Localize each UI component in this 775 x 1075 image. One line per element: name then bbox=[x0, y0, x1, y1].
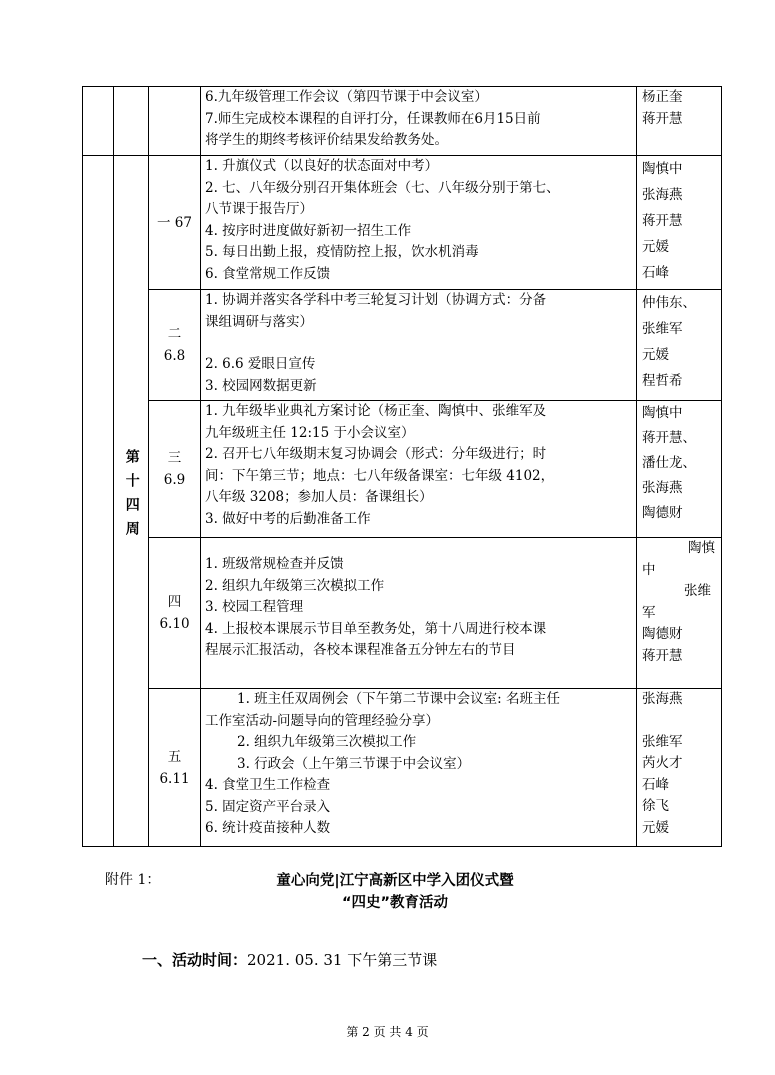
task-line: 1. 九年级毕业典礼方案讨论（杨正奎、陶慎中、张维军及 bbox=[205, 403, 547, 419]
person-name: 元媛 bbox=[642, 819, 669, 836]
table-row bbox=[83, 538, 722, 689]
task-line: 6.九年级管理工作会议（第四节课于中会议室） bbox=[205, 89, 488, 105]
task-line: 1. 升旗仪式（以良好的状态面对中考） bbox=[205, 158, 439, 174]
task-line: 八节课于报告厅） bbox=[205, 201, 313, 217]
day-date: 6.8 bbox=[163, 348, 186, 364]
week-cell bbox=[114, 156, 149, 847]
task-cell bbox=[201, 689, 637, 847]
task-line: 1. 班级常规检查并反馈 bbox=[205, 556, 344, 572]
task-line: 1. 协调并落实各学科中考三轮复习计划（协调方式：分备 bbox=[205, 292, 547, 308]
task-line: 2. 组织九年级第三次模拟工作 bbox=[205, 577, 385, 594]
task-line: 7.师生完成校本课程的自评打分，任课教师在6月15日前 bbox=[205, 110, 541, 127]
annex-subtitle: “四史”教育活动 bbox=[341, 895, 449, 911]
task-line: 4. 食堂卫生工作检查 bbox=[205, 777, 331, 793]
people-cell bbox=[637, 156, 722, 290]
day-cell bbox=[149, 401, 201, 538]
task-line bbox=[201, 333, 636, 354]
people-cell bbox=[637, 290, 722, 401]
day-label: 二 bbox=[167, 326, 182, 342]
day-cell bbox=[149, 538, 201, 689]
table-cell bbox=[114, 87, 149, 156]
day-date: 6.11 bbox=[159, 770, 190, 787]
day-cell bbox=[149, 290, 201, 401]
task-cell bbox=[201, 87, 637, 156]
task-line: 6. 统计疫苗接种人数 bbox=[205, 820, 331, 836]
person-name: 仲伟东、 bbox=[642, 295, 696, 311]
table-cell bbox=[149, 87, 201, 156]
task-line: 4. 上报校本课展示节目单至教务处，第十八周进行校本课 bbox=[205, 620, 547, 637]
person-name: 石峰 bbox=[642, 776, 669, 793]
task-cell bbox=[201, 538, 637, 689]
person-name: 陶慎 bbox=[688, 540, 715, 556]
task-line: 5. 每日出勤上报，疫情防控上报，饮水机消毒 bbox=[205, 244, 479, 260]
person-name: 蒋开慧 bbox=[642, 110, 683, 127]
task-line: 2. 组织九年级第三次模拟工作 bbox=[237, 734, 417, 750]
people-cell bbox=[637, 538, 722, 689]
task-line: 2. 召开七八年级期末复习协调会（形式：分年级进行；时 bbox=[205, 446, 547, 462]
people-cell bbox=[637, 87, 722, 156]
day-cell bbox=[149, 689, 201, 847]
person-name: 徐飞 bbox=[642, 798, 669, 814]
table-row bbox=[83, 156, 722, 290]
people-cell bbox=[637, 689, 722, 847]
table-row bbox=[83, 689, 722, 847]
section-heading: 一、活动时间： bbox=[142, 951, 248, 969]
person-name: 蒋开慧 bbox=[642, 213, 683, 229]
task-line: 4. 按序时进度做好新初一招生工作 bbox=[205, 222, 412, 239]
task-line: 3. 做好中考的后勤准备工作 bbox=[205, 510, 371, 527]
week-label: 第十四周 bbox=[123, 449, 140, 546]
task-line: 间：下午第三节；地点：七八年级备课室：七年级 4102， bbox=[205, 467, 555, 484]
task-line: 1. 班主任双周例会（下午第二节课中会议室: 名班主任 bbox=[237, 691, 561, 707]
person-name: 元媛 bbox=[642, 347, 669, 363]
task-line: 工作室活动-问题导向的管理经验分享） bbox=[205, 712, 440, 729]
task-line: 3. 校园网数据更新 bbox=[205, 377, 317, 394]
person-name: 潘仕龙、 bbox=[642, 455, 696, 471]
person-name: 张维 bbox=[684, 583, 711, 599]
people-cell bbox=[637, 401, 722, 538]
weekly-schedule-table bbox=[82, 86, 722, 847]
day-label: 四 bbox=[167, 594, 182, 610]
task-line: 6. 食堂常规工作反馈 bbox=[205, 265, 331, 282]
task-line: 八年级 3208；参加人员：备课组长） bbox=[205, 489, 433, 505]
person-name: 张维军 bbox=[642, 321, 683, 337]
person-name: 张海燕 bbox=[642, 691, 683, 707]
person-name bbox=[637, 711, 721, 732]
section-heading-row bbox=[142, 949, 437, 970]
annex-title: 童心向党|江宁高新区中学入团仪式暨 bbox=[276, 873, 514, 889]
person-name: 蒋开慧 bbox=[642, 647, 683, 664]
person-name: 张海燕 bbox=[642, 480, 683, 496]
person-name: 军 bbox=[642, 604, 656, 621]
person-name: 陶慎中 bbox=[642, 405, 683, 421]
section-value: 2021. 05. 31 下午第三节课 bbox=[247, 951, 438, 969]
table-row bbox=[83, 290, 722, 401]
day-date: 6.10 bbox=[159, 616, 190, 632]
day-date: 6.9 bbox=[163, 472, 186, 488]
person-name: 张海燕 bbox=[642, 187, 683, 203]
table-row bbox=[83, 87, 722, 156]
page-footer: 第 2 页 共 4 页 bbox=[346, 1025, 429, 1039]
task-line: 3. 行政会（上午第三节课于中会议室） bbox=[237, 755, 471, 772]
task-line: 5. 固定资产平台录入 bbox=[205, 798, 331, 815]
task-cell bbox=[201, 156, 637, 290]
person-name: 陶德财 bbox=[642, 626, 683, 642]
person-name: 中 bbox=[642, 561, 656, 578]
table-row bbox=[83, 401, 722, 538]
day-cell bbox=[149, 156, 201, 290]
day-label: 五 bbox=[167, 748, 182, 765]
task-line: 2. 6.6 爱眼日宣传 bbox=[205, 356, 316, 372]
person-name: 石峰 bbox=[642, 265, 669, 281]
person-name: 陶德财 bbox=[642, 505, 683, 521]
person-name: 蒋开慧、 bbox=[642, 430, 696, 446]
task-line: 课组调研与落实） bbox=[205, 313, 313, 330]
person-name: 张维军 bbox=[642, 733, 683, 750]
task-line: 九年级班主任 12:15 于小会议室） bbox=[205, 424, 415, 441]
person-name: 杨正奎 bbox=[642, 89, 683, 105]
table-cell bbox=[83, 87, 114, 156]
task-cell bbox=[201, 401, 637, 538]
task-line: 3. 校园工程管理 bbox=[205, 599, 304, 615]
task-line bbox=[201, 538, 636, 554]
task-cell bbox=[201, 290, 637, 401]
day-label: 三 bbox=[167, 450, 182, 466]
annex-label: 附件 1： bbox=[105, 872, 161, 888]
person-name: 程哲希 bbox=[642, 373, 683, 389]
task-line: 2. 七、八年级分别召开集体班会（七、八年级分别于第七、 bbox=[205, 179, 560, 196]
day-label: 一 67 bbox=[157, 214, 192, 231]
person-name: 元媛 bbox=[642, 239, 669, 255]
task-line: 将学生的期终考核评价结果发给教务处。 bbox=[205, 132, 448, 148]
person-name: 芮火才 bbox=[642, 755, 683, 771]
table-cell bbox=[83, 156, 114, 847]
task-line: 程展示汇报活动，各校本课程准备五分钟左右的节目 bbox=[205, 642, 516, 658]
person-name: 陶慎中 bbox=[642, 161, 683, 177]
